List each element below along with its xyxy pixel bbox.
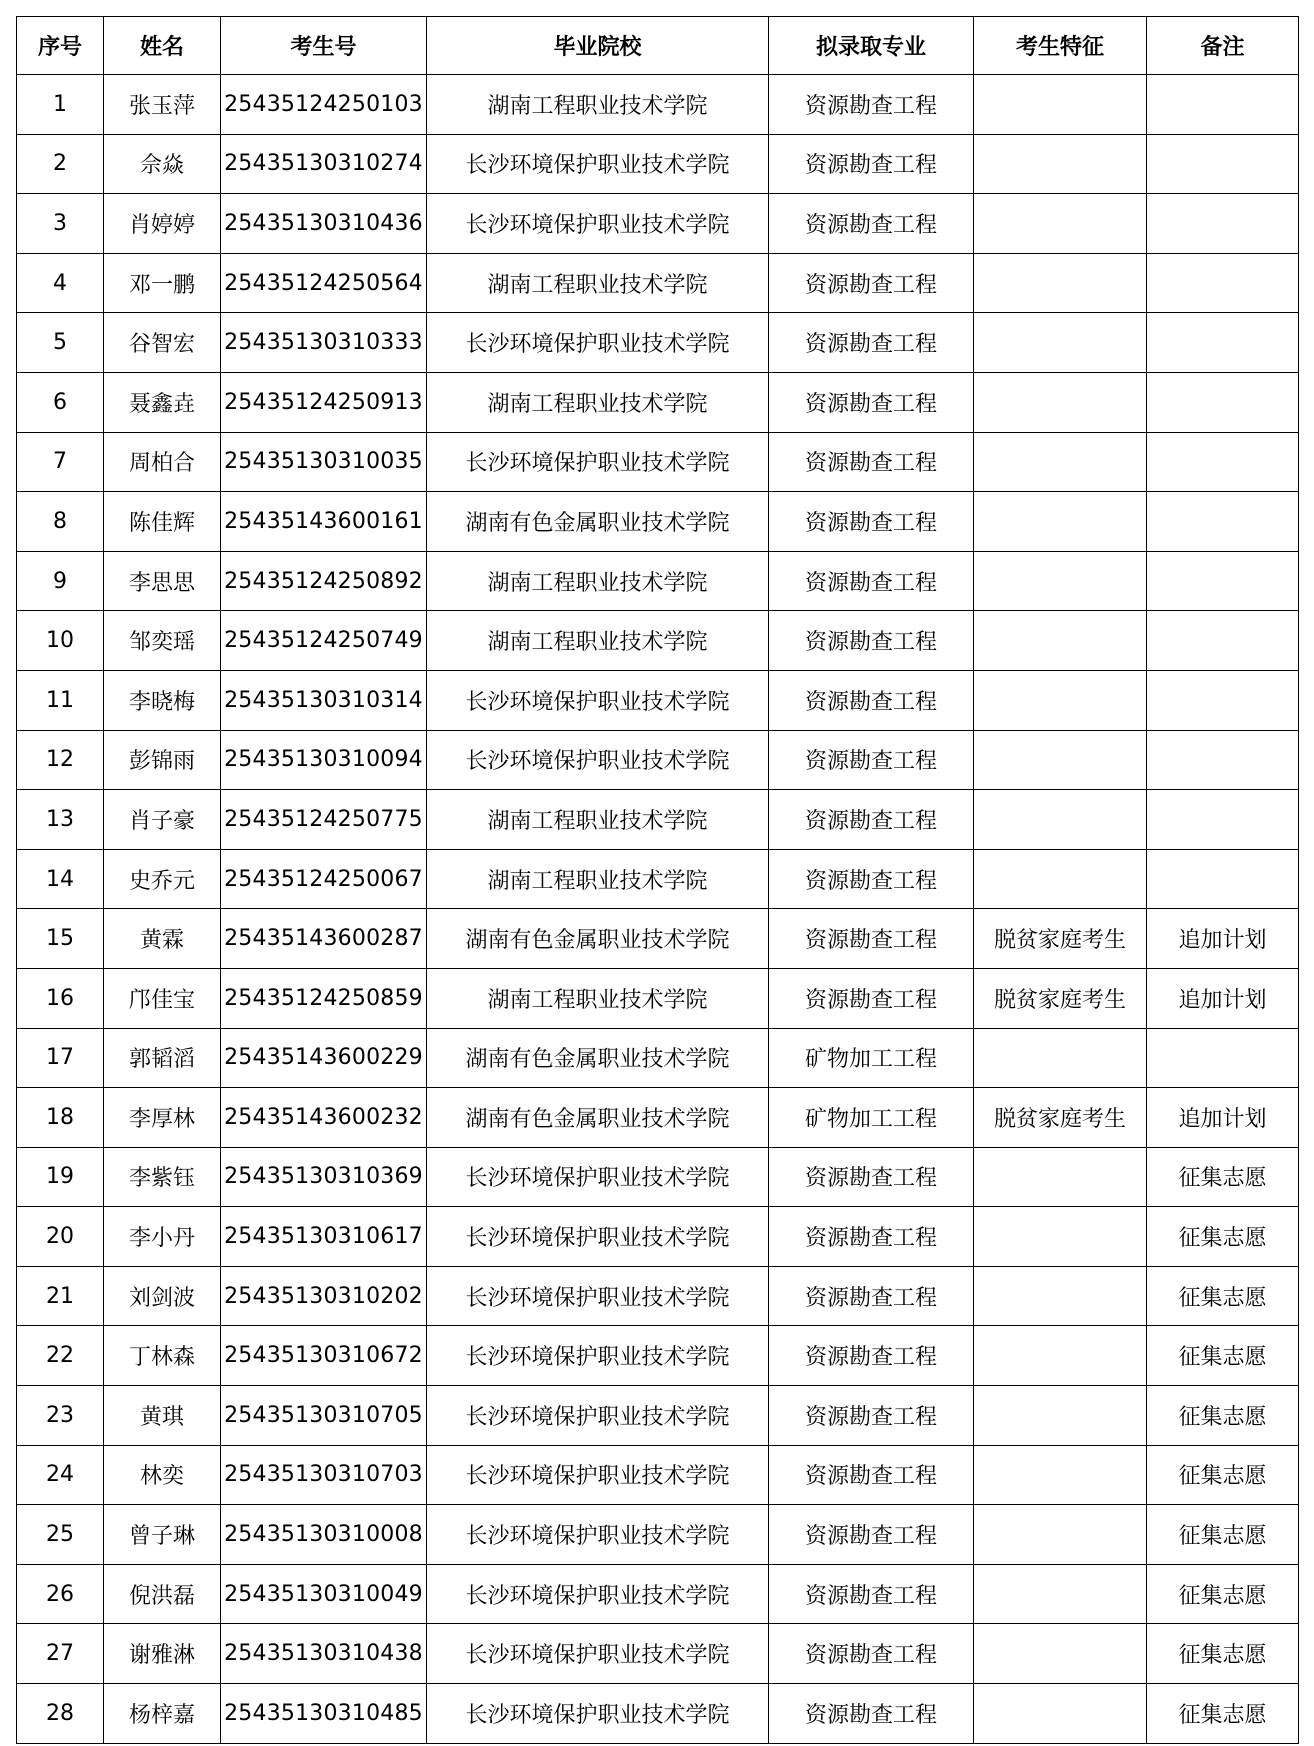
- table-header: [17, 17, 1299, 75]
- cell-note: 追加计划: [1147, 1088, 1299, 1148]
- cell-feature: [974, 611, 1147, 671]
- table-row: [17, 432, 1299, 492]
- cell-major: 资源勘查工程: [769, 730, 974, 790]
- cell-no: 2: [17, 134, 104, 194]
- cell-name: 周柏合: [104, 432, 221, 492]
- cell-major: 资源勘查工程: [769, 1564, 974, 1624]
- cell-feature: [974, 730, 1147, 790]
- cell-name: 邝佳宝: [104, 968, 221, 1028]
- cell-major: 资源勘查工程: [769, 1684, 974, 1744]
- cell-note: [1147, 253, 1299, 313]
- header-row: [17, 17, 1299, 75]
- cell-name: 倪洪磊: [104, 1564, 221, 1624]
- cell-feature: [974, 313, 1147, 373]
- cell-feature: [974, 670, 1147, 730]
- cell-exam-id: 25435130310094: [221, 730, 427, 790]
- table-body: [17, 75, 1299, 1744]
- cell-name: 佘焱: [104, 134, 221, 194]
- cell-note: [1147, 194, 1299, 254]
- table-row: [17, 611, 1299, 671]
- cell-no: 5: [17, 313, 104, 373]
- cell-no: 19: [17, 1147, 104, 1207]
- cell-feature: [974, 194, 1147, 254]
- cell-school: 长沙环境保护职业技术学院: [427, 670, 769, 730]
- cell-feature: [974, 1147, 1147, 1207]
- header-major: 拟录取专业: [769, 17, 974, 75]
- cell-note: 追加计划: [1147, 909, 1299, 969]
- cell-name: 陈佳辉: [104, 492, 221, 552]
- cell-exam-id: 25435124250103: [221, 75, 427, 135]
- cell-name: 彭锦雨: [104, 730, 221, 790]
- cell-exam-id: 25435130310049: [221, 1564, 427, 1624]
- cell-feature: [974, 253, 1147, 313]
- cell-major: 资源勘查工程: [769, 313, 974, 373]
- cell-exam-id: 25435143600161: [221, 492, 427, 552]
- cell-note: 征集志愿: [1147, 1207, 1299, 1267]
- cell-no: 26: [17, 1564, 104, 1624]
- cell-feature: [974, 1564, 1147, 1624]
- cell-exam-id: 25435124250913: [221, 372, 427, 432]
- cell-school: 长沙环境保护职业技术学院: [427, 1266, 769, 1326]
- cell-exam-id: 25435124250564: [221, 253, 427, 313]
- cell-school: 长沙环境保护职业技术学院: [427, 1564, 769, 1624]
- table-row: [17, 909, 1299, 969]
- table-row: [17, 1266, 1299, 1326]
- cell-note: 征集志愿: [1147, 1564, 1299, 1624]
- cell-note: [1147, 730, 1299, 790]
- cell-no: 25: [17, 1505, 104, 1565]
- cell-major: 资源勘查工程: [769, 670, 974, 730]
- cell-note: [1147, 75, 1299, 135]
- cell-school: 湖南工程职业技术学院: [427, 75, 769, 135]
- cell-name: 谢雅淋: [104, 1624, 221, 1684]
- cell-exam-id: 25435130310035: [221, 432, 427, 492]
- cell-exam-id: 25435124250775: [221, 790, 427, 850]
- table-row: [17, 790, 1299, 850]
- cell-school: 湖南工程职业技术学院: [427, 849, 769, 909]
- table-row: [17, 253, 1299, 313]
- cell-school: 长沙环境保护职业技术学院: [427, 1505, 769, 1565]
- cell-major: 资源勘查工程: [769, 1624, 974, 1684]
- table-row: [17, 968, 1299, 1028]
- table-row: [17, 134, 1299, 194]
- cell-name: 邓一鹏: [104, 253, 221, 313]
- table-row: [17, 313, 1299, 373]
- cell-major: 资源勘查工程: [769, 1445, 974, 1505]
- cell-school: 湖南工程职业技术学院: [427, 968, 769, 1028]
- cell-feature: [974, 1624, 1147, 1684]
- cell-name: 刘剑波: [104, 1266, 221, 1326]
- cell-no: 15: [17, 909, 104, 969]
- cell-name: 林奕: [104, 1445, 221, 1505]
- cell-feature: [974, 372, 1147, 432]
- cell-name: 黄琪: [104, 1386, 221, 1446]
- cell-note: [1147, 1028, 1299, 1088]
- cell-feature: [974, 1266, 1147, 1326]
- cell-school: 湖南工程职业技术学院: [427, 790, 769, 850]
- header-no: 序号: [17, 17, 104, 75]
- cell-feature: [974, 432, 1147, 492]
- cell-school: 湖南工程职业技术学院: [427, 551, 769, 611]
- table-row: [17, 1088, 1299, 1148]
- table-row: [17, 1564, 1299, 1624]
- cell-school: 长沙环境保护职业技术学院: [427, 1445, 769, 1505]
- cell-school: 湖南工程职业技术学院: [427, 372, 769, 432]
- cell-no: 9: [17, 551, 104, 611]
- table-row: [17, 75, 1299, 135]
- cell-major: 矿物加工工程: [769, 1028, 974, 1088]
- cell-no: 13: [17, 790, 104, 850]
- cell-no: 23: [17, 1386, 104, 1446]
- cell-exam-id: 25435143600287: [221, 909, 427, 969]
- cell-note: [1147, 313, 1299, 373]
- cell-major: 资源勘查工程: [769, 1207, 974, 1267]
- cell-school: 湖南有色金属职业技术学院: [427, 1028, 769, 1088]
- cell-no: 7: [17, 432, 104, 492]
- cell-note: [1147, 670, 1299, 730]
- cell-exam-id: 25435124250749: [221, 611, 427, 671]
- cell-exam-id: 25435130310672: [221, 1326, 427, 1386]
- cell-feature: [974, 1386, 1147, 1446]
- cell-feature: [974, 1505, 1147, 1565]
- cell-feature: 脱贫家庭考生: [974, 1088, 1147, 1148]
- cell-name: 史乔元: [104, 849, 221, 909]
- cell-major: 资源勘查工程: [769, 1505, 974, 1565]
- table-row: [17, 670, 1299, 730]
- cell-note: [1147, 611, 1299, 671]
- cell-note: [1147, 432, 1299, 492]
- cell-no: 11: [17, 670, 104, 730]
- cell-feature: [974, 1207, 1147, 1267]
- cell-name: 黄霖: [104, 909, 221, 969]
- cell-major: 资源勘查工程: [769, 551, 974, 611]
- cell-no: 16: [17, 968, 104, 1028]
- cell-note: 征集志愿: [1147, 1147, 1299, 1207]
- cell-name: 李思思: [104, 551, 221, 611]
- cell-school: 长沙环境保护职业技术学院: [427, 1624, 769, 1684]
- cell-exam-id: 25435124250067: [221, 849, 427, 909]
- table-row: [17, 1326, 1299, 1386]
- cell-major: 资源勘查工程: [769, 372, 974, 432]
- cell-note: 征集志愿: [1147, 1505, 1299, 1565]
- cell-note: [1147, 849, 1299, 909]
- cell-name: 李紫钰: [104, 1147, 221, 1207]
- cell-no: 1: [17, 75, 104, 135]
- cell-feature: [974, 492, 1147, 552]
- cell-feature: [974, 551, 1147, 611]
- cell-exam-id: 25435130310438: [221, 1624, 427, 1684]
- cell-name: 郭韬滔: [104, 1028, 221, 1088]
- cell-school: 长沙环境保护职业技术学院: [427, 194, 769, 254]
- cell-school: 湖南有色金属职业技术学院: [427, 492, 769, 552]
- cell-school: 长沙环境保护职业技术学院: [427, 134, 769, 194]
- cell-feature: [974, 790, 1147, 850]
- table-row: [17, 1028, 1299, 1088]
- cell-feature: [974, 75, 1147, 135]
- cell-no: 14: [17, 849, 104, 909]
- cell-no: 28: [17, 1684, 104, 1744]
- table-row: [17, 1147, 1299, 1207]
- cell-school: 长沙环境保护职业技术学院: [427, 1684, 769, 1744]
- cell-no: 4: [17, 253, 104, 313]
- cell-note: [1147, 492, 1299, 552]
- cell-major: 资源勘查工程: [769, 1326, 974, 1386]
- cell-feature: [974, 1028, 1147, 1088]
- cell-name: 聂鑫垚: [104, 372, 221, 432]
- cell-exam-id: 25435130310617: [221, 1207, 427, 1267]
- cell-major: 资源勘查工程: [769, 492, 974, 552]
- table-row: [17, 1445, 1299, 1505]
- cell-school: 长沙环境保护职业技术学院: [427, 1326, 769, 1386]
- cell-note: 征集志愿: [1147, 1386, 1299, 1446]
- cell-name: 张玉萍: [104, 75, 221, 135]
- cell-exam-id: 25435130310369: [221, 1147, 427, 1207]
- cell-no: 6: [17, 372, 104, 432]
- cell-major: 资源勘查工程: [769, 1266, 974, 1326]
- cell-major: 资源勘查工程: [769, 432, 974, 492]
- table-row: [17, 1207, 1299, 1267]
- header-feature: 考生特征: [974, 17, 1147, 75]
- cell-note: 征集志愿: [1147, 1684, 1299, 1744]
- cell-feature: 脱贫家庭考生: [974, 968, 1147, 1028]
- cell-no: 12: [17, 730, 104, 790]
- table-row: [17, 730, 1299, 790]
- cell-note: 追加计划: [1147, 968, 1299, 1028]
- table-row: [17, 1505, 1299, 1565]
- cell-exam-id: 25435130310202: [221, 1266, 427, 1326]
- cell-major: 资源勘查工程: [769, 849, 974, 909]
- header-note: 备注: [1147, 17, 1299, 75]
- cell-name: 丁林森: [104, 1326, 221, 1386]
- cell-no: 10: [17, 611, 104, 671]
- cell-exam-id: 25435143600232: [221, 1088, 427, 1148]
- cell-exam-id: 25435130310274: [221, 134, 427, 194]
- cell-name: 李晓梅: [104, 670, 221, 730]
- table-row: [17, 1684, 1299, 1744]
- cell-major: 资源勘查工程: [769, 253, 974, 313]
- cell-school: 湖南工程职业技术学院: [427, 253, 769, 313]
- table-row: [17, 849, 1299, 909]
- cell-major: 资源勘查工程: [769, 909, 974, 969]
- table-row: [17, 492, 1299, 552]
- cell-no: 8: [17, 492, 104, 552]
- cell-major: 资源勘查工程: [769, 75, 974, 135]
- cell-note: [1147, 372, 1299, 432]
- cell-school: 长沙环境保护职业技术学院: [427, 1386, 769, 1446]
- cell-no: 20: [17, 1207, 104, 1267]
- cell-feature: 脱贫家庭考生: [974, 909, 1147, 969]
- cell-no: 3: [17, 194, 104, 254]
- cell-school: 长沙环境保护职业技术学院: [427, 730, 769, 790]
- cell-major: 资源勘查工程: [769, 194, 974, 254]
- cell-major: 资源勘查工程: [769, 1386, 974, 1446]
- cell-name: 肖婷婷: [104, 194, 221, 254]
- cell-exam-id: 25435130310485: [221, 1684, 427, 1744]
- admission-table: [16, 16, 1299, 1744]
- table-row: [17, 372, 1299, 432]
- cell-major: 资源勘查工程: [769, 134, 974, 194]
- cell-feature: [974, 849, 1147, 909]
- cell-school: 湖南有色金属职业技术学院: [427, 1088, 769, 1148]
- table-row: [17, 551, 1299, 611]
- cell-major: 资源勘查工程: [769, 1147, 974, 1207]
- cell-feature: [974, 1445, 1147, 1505]
- cell-exam-id: 25435124250892: [221, 551, 427, 611]
- table-row: [17, 194, 1299, 254]
- cell-name: 邹奕瑶: [104, 611, 221, 671]
- cell-name: 谷智宏: [104, 313, 221, 373]
- table-row: [17, 1386, 1299, 1446]
- cell-name: 李小丹: [104, 1207, 221, 1267]
- cell-feature: [974, 1684, 1147, 1744]
- cell-exam-id: 25435143600229: [221, 1028, 427, 1088]
- cell-note: 征集志愿: [1147, 1326, 1299, 1386]
- cell-no: 18: [17, 1088, 104, 1148]
- header-school: 毕业院校: [427, 17, 769, 75]
- cell-exam-id: 25435130310705: [221, 1386, 427, 1446]
- cell-school: 湖南有色金属职业技术学院: [427, 909, 769, 969]
- cell-no: 17: [17, 1028, 104, 1088]
- cell-major: 资源勘查工程: [769, 790, 974, 850]
- header-name: 姓名: [104, 17, 221, 75]
- cell-name: 杨梓嘉: [104, 1684, 221, 1744]
- cell-no: 21: [17, 1266, 104, 1326]
- cell-no: 24: [17, 1445, 104, 1505]
- header-exam-id: 考生号: [221, 17, 427, 75]
- cell-no: 22: [17, 1326, 104, 1386]
- cell-note: [1147, 790, 1299, 850]
- cell-note: 征集志愿: [1147, 1266, 1299, 1326]
- cell-major: 矿物加工工程: [769, 1088, 974, 1148]
- cell-exam-id: 25435124250859: [221, 968, 427, 1028]
- table-row: [17, 1624, 1299, 1684]
- cell-school: 长沙环境保护职业技术学院: [427, 1207, 769, 1267]
- cell-name: 肖子豪: [104, 790, 221, 850]
- cell-exam-id: 25435130310703: [221, 1445, 427, 1505]
- cell-note: 征集志愿: [1147, 1624, 1299, 1684]
- cell-feature: [974, 134, 1147, 194]
- cell-major: 资源勘查工程: [769, 968, 974, 1028]
- cell-note: 征集志愿: [1147, 1445, 1299, 1505]
- cell-name: 李厚林: [104, 1088, 221, 1148]
- cell-note: [1147, 134, 1299, 194]
- cell-exam-id: 25435130310008: [221, 1505, 427, 1565]
- cell-school: 长沙环境保护职业技术学院: [427, 313, 769, 373]
- cell-feature: [974, 1326, 1147, 1386]
- cell-school: 湖南工程职业技术学院: [427, 611, 769, 671]
- cell-school: 长沙环境保护职业技术学院: [427, 1147, 769, 1207]
- cell-exam-id: 25435130310314: [221, 670, 427, 730]
- cell-exam-id: 25435130310333: [221, 313, 427, 373]
- cell-exam-id: 25435130310436: [221, 194, 427, 254]
- cell-school: 长沙环境保护职业技术学院: [427, 432, 769, 492]
- cell-major: 资源勘查工程: [769, 611, 974, 671]
- cell-no: 27: [17, 1624, 104, 1684]
- cell-name: 曾子琳: [104, 1505, 221, 1565]
- cell-note: [1147, 551, 1299, 611]
